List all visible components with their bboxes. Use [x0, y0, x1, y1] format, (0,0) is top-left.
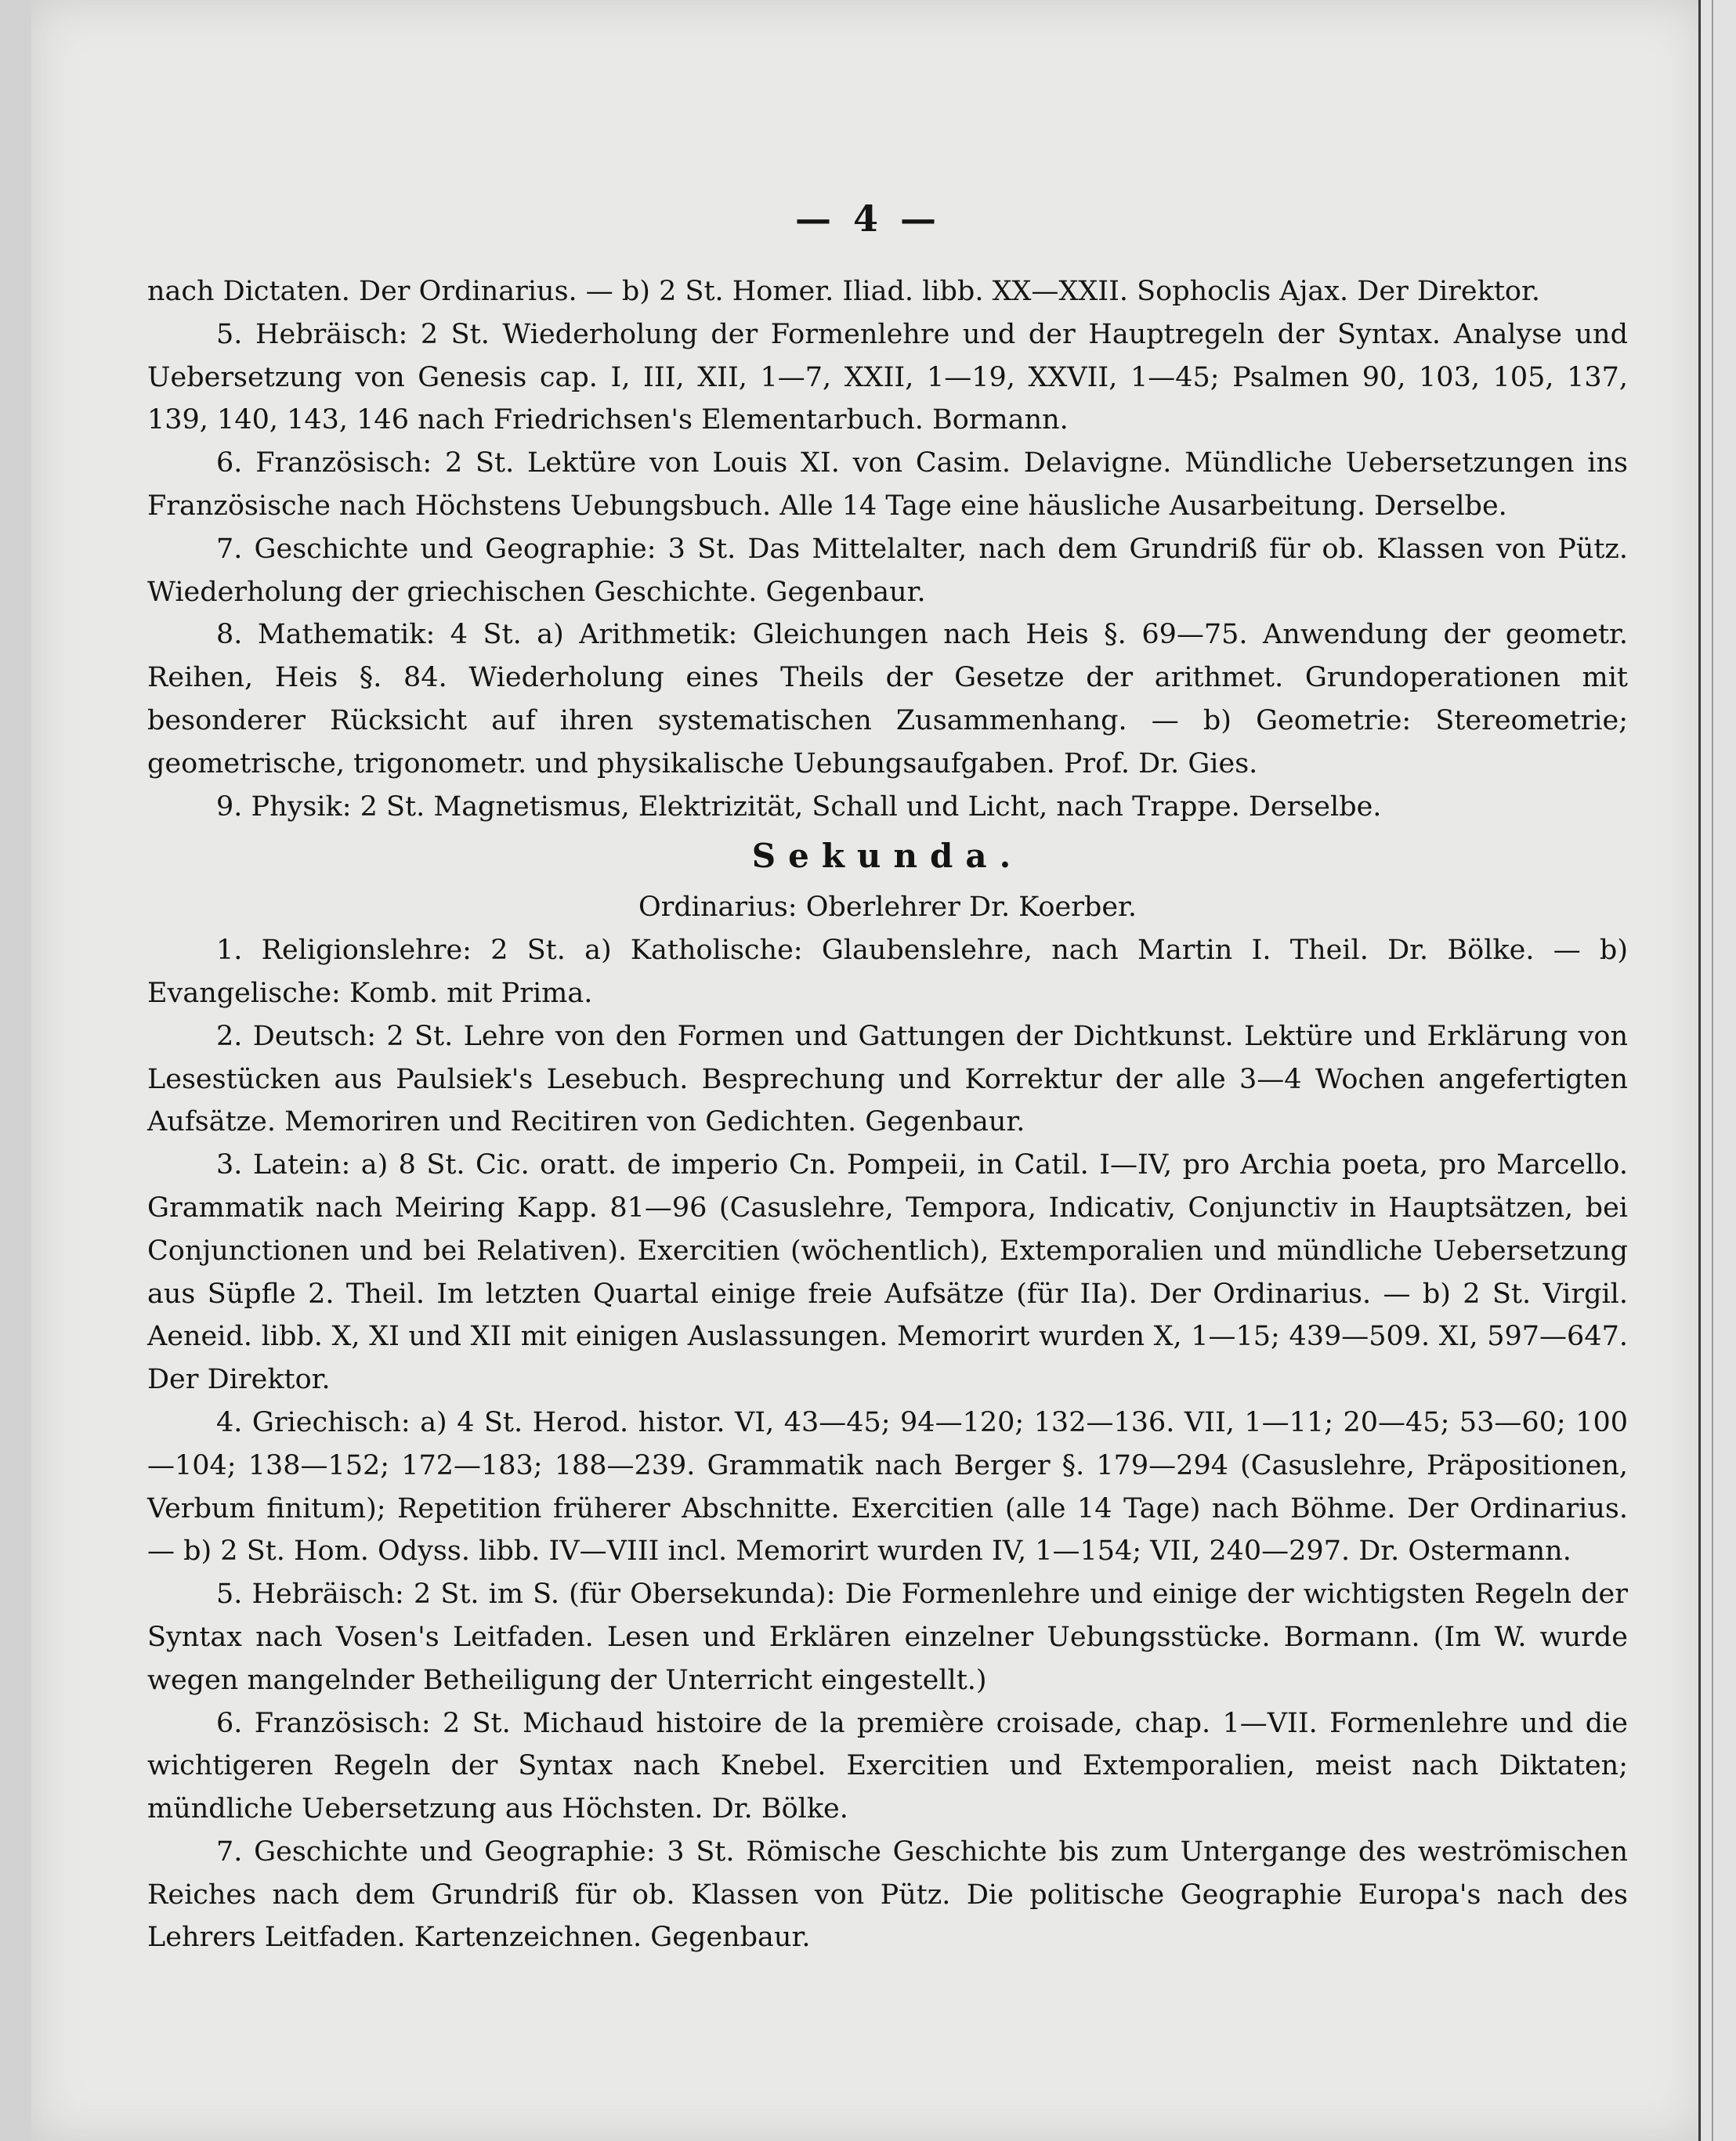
prima-paragraph-hebrew: 5. Hebräisch: 2 St. Wiederholung der Formenlehre und der Hauptregeln der Syntax. Analyse und Uebersetzung von Genesis cap. I, III, XII, 1—7, XXII, 1—19, XXVII, 1—45; Psalmen 90, 103, 105, 137, 139, 140, 143, 146 nach Friedrichsen's Elementarbuch. Bormann.	[147, 318, 1628, 436]
sekunda-paragraph-history: 7. Geschichte und Geographie: 3 St. Römische Geschichte bis zum Untergange des weströmischen Reiches nach dem Grundriß für ob. Klassen von Pütz. Die politische Geographie Europa's nach des Lehrers Leitfaden. Kartenzeichnen. Gegenbaur.	[147, 1835, 1628, 1954]
prima-paragraph-mathematics: 8. Mathematik: 4 St. a) Arithmetik: Gleichungen nach Heis §. 69—75. Anwendung der geometr. Reihen, Heis §. 84. Wiederholung eines Theils der Gesetze der arithmet. Grundoperationen mit besonderer Rücksicht auf ihren systematischen Zusammenhang. — b) Geometrie: Stereometrie; geometrische, trigonometr. und physikalische Uebungsaufgaben. Prof. Dr. Gies.	[147, 619, 1628, 779]
prima-paragraph-history: 7. Geschichte und Geographie: 3 St. Das Mittelalter, nach dem Grundriß für ob. Klassen von Pütz. Wiederholung der griechischen Geschichte. Gegenbaur.	[147, 533, 1628, 608]
sekunda-paragraph-latin: 3. Latein: a) 8 St. Cic. oratt. de imperio Cn. Pompeii, in Catil. I—IV, pro Archia poeta, pro Marcello. Grammatik nach Meiring Kapp. 81—96 (Casuslehre, Tempora, Indicativ, Conjunctiv in Hauptsätzen, bei Conjunctionen und bei Relativen). Exercitien (wöchentlich), Extemporalien und mündliche Uebersetzung aus Süpfle 2. Theil. Im letzten Quartal einige freie Aufsätze (für IIa). Der Ordinarius. — b) 2 St. Virgil. Aeneid. libb. X, XI und XII mit einigen Auslassungen. Memorirt wurden X, 1—15; 439—509. XI, 597—647. Der Direktor.	[147, 1149, 1628, 1396]
section-title-sekunda: Sekunda.	[751, 837, 1024, 876]
sekunda-paragraph-french: 6. Französisch: 2 St. Michaud histoire de la première croisade, chap. 1—VII. Formenlehre und die wichtigeren Regeln der Syntax nach Knebel. Exercitien und Extemporalien, meist nach Diktaten; mündliche Uebersetzung aus Höchsten. Dr. Bölke.	[147, 1707, 1628, 1825]
prima-paragraph-continuation: nach Dictaten. Der Ordinarius. — b) 2 St. Homer. Iliad. libb. XX—XXII. Sophoclis Ajax. Der Direktor.	[147, 276, 1540, 307]
page-edge	[1698, 0, 1736, 2141]
prima-paragraph-physics: 9. Physik: 2 St. Magnetismus, Elektrizität, Schall und Licht, nach Trappe. Derselbe.	[216, 790, 1382, 823]
sekunda-ordinarius: Ordinarius: Oberlehrer Dr. Koerber.	[638, 891, 1137, 924]
sekunda-paragraph-german: 2. Deutsch: 2 St. Lehre von den Formen und Gattungen der Dichtkunst. Lektüre und Erklärung von Lesestücken aus Paulsiek's Lesebuch. Besprechung und Korrektur der alle 3—4 Wochen angefertigten Aufsätze. Memoriren und Recitiren von Gedichten. Gegenbaur.	[147, 1020, 1628, 1138]
sekunda-paragraph-religion: 1. Religionslehre: 2 St. a) Katholische: Glaubenslehre, nach Martin I. Theil. Dr. Bölke. — b) Evangelische: Komb. mit Prima.	[147, 935, 1628, 1009]
page-body	[147, 270, 1628, 1959]
sekunda-paragraph-hebrew: 5. Hebräisch: 2 St. im S. (für Obersekunda): Die Formenlehre und einige der wichtigsten Regeln der Syntax nach Vosen's Leitfaden. Lesen und Erklären einzelner Uebungsstücke. Bormann. (Im W. wurde wegen mangelnder Betheiligung der Unterricht eingestellt.)	[147, 1579, 1628, 1696]
page-number: — 4 —	[794, 197, 942, 240]
prima-paragraph-french: 6. Französisch: 2 St. Lektüre von Louis XI. von Casim. Delavigne. Mündliche Uebersetzungen ins Französische nach Höchstens Uebungsbuch. Alle 14 Tage eine häusliche Ausarbeitung. Derselbe.	[147, 447, 1628, 522]
sekunda-paragraph-greek: 4. Griechisch: a) 4 St. Herod. histor. VI, 43—45; 94—120; 132—136. VII, 1—11; 20—45; 53—60; 100—104; 138—152; 172—183; 188—239. Grammatik nach Berger §. 179—294 (Casuslehre, Präpositionen, Verbum finitum); Repetition früherer Abschnitte. Exercitien (alle 14 Tage) nach Böhme. Der Ordinarius. — b) 2 St. Hom. Odyss. libb. IV—VIII incl. Memorirt wurden IV, 1—154; VII, 240—297. Dr. Ostermann.	[147, 1406, 1628, 1568]
